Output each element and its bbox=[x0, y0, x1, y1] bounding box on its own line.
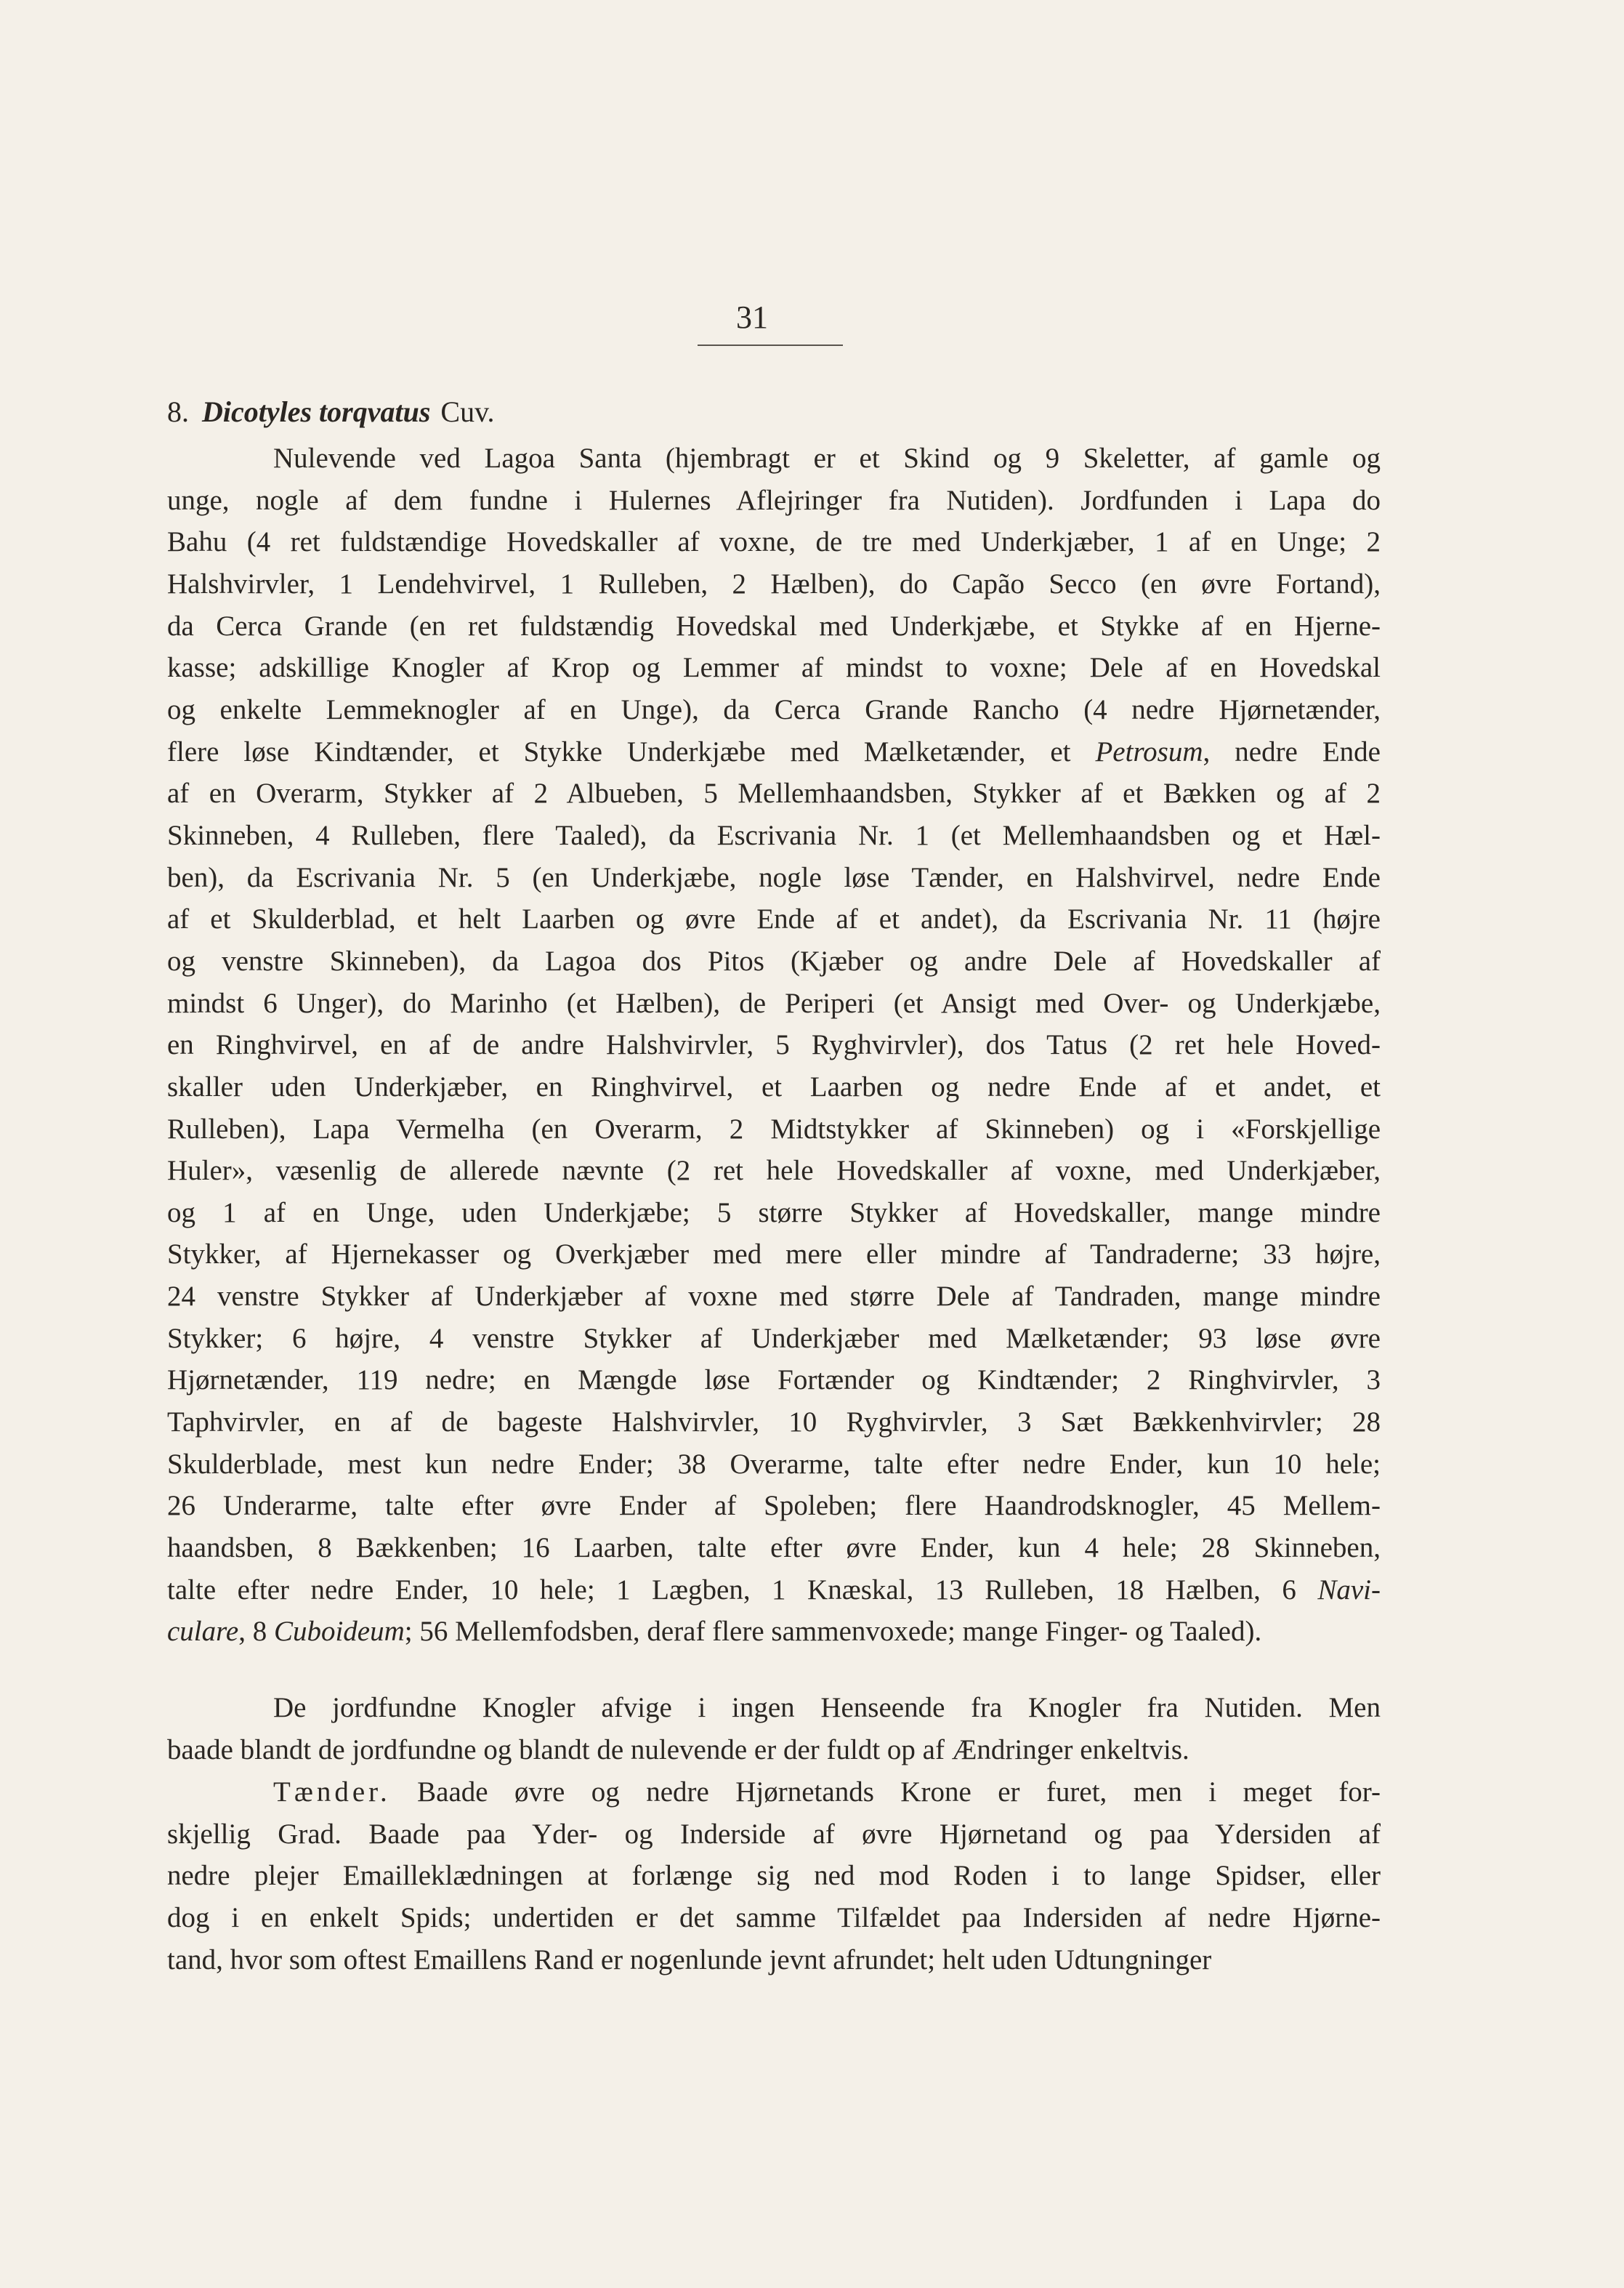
text-run: mindst 6 Unger), do Marinho (et Hælben), de Periperi (et Ansigt med Over- og Underkjæbe, bbox=[167, 987, 1381, 1019]
text-run: Skulderblade, mest kun nedre Ender; 38 Overarme, talte efter nedre Ender, kun 10 hele; bbox=[167, 1448, 1381, 1480]
text-line bbox=[167, 647, 1381, 689]
text-line bbox=[167, 1485, 1381, 1527]
text-line bbox=[167, 1443, 1381, 1486]
section-number: 8. bbox=[167, 395, 189, 428]
text-run: Baade øvre og nedre Hjørnetands Krone er furet, men i meget for- bbox=[390, 1776, 1381, 1808]
text-run: Nulevende ved Lagoa Santa (hjembragt er et Skind og 9 Skeletter, af gamle og bbox=[273, 443, 1381, 474]
text-run: , nedre Ende bbox=[1203, 736, 1381, 768]
text-line bbox=[167, 1233, 1381, 1276]
paragraph-comparison bbox=[167, 1687, 1381, 1771]
text-run: Stykker; 6 højre, 4 venstre Stykker af Underkjæber med Mælketænder; 93 løse øvre bbox=[167, 1322, 1381, 1354]
text-run: tand, hvor som oftest Emaillens Rand er nogenlunde jevnt afrundet; helt uden Udtungninger bbox=[167, 1943, 1212, 1975]
text-line bbox=[167, 731, 1381, 773]
italic-term: Petrosum bbox=[1095, 736, 1203, 768]
text-run: skjellig Grad. Baade paa Yder- og Inderside af øvre Hjørnetand og paa Ydersiden af bbox=[167, 1818, 1381, 1850]
text-run: Skinneben, 4 Rulleben, flere Taaled), da Escrivania Nr. 1 (et Mellemhaandsben og et Hæl- bbox=[167, 819, 1381, 851]
italic-term: culare bbox=[167, 1616, 239, 1648]
text-run: da Cerca Grande (en ret fuldstændig Hovedskal med Underkjæbe, et Stykke af en Hjerne- bbox=[167, 610, 1381, 642]
text-run: Stykker, af Hjernekasser og Overkjæber med mere eller mindre af Tandraderne; 33 højre, bbox=[167, 1238, 1381, 1270]
text-line bbox=[167, 1024, 1381, 1066]
text-line bbox=[167, 1108, 1381, 1151]
text-line bbox=[167, 815, 1381, 857]
text-line bbox=[167, 1729, 1381, 1771]
text-run: af et Skulderblad, et helt Laarben og øvre Ende af et andet), da Escrivania Nr. 11 (højre bbox=[167, 903, 1381, 935]
text-line bbox=[167, 1066, 1381, 1108]
text-run: flere løse Kindtænder, et Stykke Underkjæbe med Mælketænder, et bbox=[167, 736, 1096, 768]
text-run: Hjørnetænder, 119 nedre; en Mængde løse Fortænder og Kindtænder; 2 Ringhvirvler, 3 bbox=[167, 1364, 1381, 1396]
text-run: Huler», væsenlig de allerede nævnte (2 ret hele Hovedskaller af voxne, med Underkjæber, bbox=[167, 1155, 1381, 1187]
text-line bbox=[167, 605, 1381, 648]
text-run: skaller uden Underkjæber, en Ringhvirvel, et Laarben og nedre Ende af et andet, et bbox=[167, 1071, 1381, 1103]
text-line bbox=[167, 983, 1381, 1025]
text-run: De jordfundne Knogler afvige i ingen Henseende fra Knogler fra Nutiden. Men bbox=[273, 1692, 1381, 1723]
text-line bbox=[167, 1192, 1381, 1234]
spaced-subheading: Tænder. bbox=[273, 1776, 391, 1808]
text-run: af en Overarm, Stykker af 2 Albueben, 5 Mellemhaandsben, Stykker af et Bækken og af 2 bbox=[167, 778, 1381, 810]
text-line bbox=[167, 940, 1381, 983]
text-run: , 8 bbox=[238, 1616, 274, 1648]
text-run: Halshvirvler, 1 Lendehvirvel, 1 Rulleben, 2 Hælben), do Capão Secco (en øvre Fortand), bbox=[167, 568, 1381, 600]
text-line bbox=[167, 857, 1381, 899]
text-run: unge, nogle af dem fundne i Hulernes Aflejringer fra Nutiden). Jordfunden i Lapa do bbox=[167, 484, 1381, 516]
text-line bbox=[167, 1855, 1381, 1897]
text-line bbox=[167, 1569, 1381, 1611]
text-line bbox=[167, 1771, 1381, 1813]
paragraph-specimens bbox=[167, 438, 1381, 1653]
text-line bbox=[167, 521, 1381, 563]
text-run: en Ringhvirvel, en af de andre Halshvirvler, 5 Ryghvirvler), dos Tatus (2 ret hele Hoved- bbox=[167, 1029, 1381, 1061]
text-run: Taphvirvler, en af de bageste Halshvirvler, 10 Ryghvirvler, 3 Sæt Bækkenhvirvler; 28 bbox=[167, 1406, 1381, 1438]
text-run: Bahu (4 ret fuldstændige Hovedskaller af voxne, de tre med Underkjæber, 1 af en Unge; 2 bbox=[167, 526, 1381, 558]
section-heading bbox=[167, 394, 495, 430]
text-run: haandsben, 8 Bækkenben; 16 Laarben, talte efter øvre Ender, kun 4 hele; 28 Skinneben, bbox=[167, 1532, 1381, 1564]
text-line bbox=[167, 438, 1381, 480]
paragraph-teeth bbox=[167, 1771, 1381, 1981]
text-line bbox=[167, 1401, 1381, 1443]
italic-term: Navi- bbox=[1317, 1574, 1381, 1606]
species-author: Cuv. bbox=[440, 395, 495, 428]
page-number: 31 bbox=[736, 299, 768, 335]
text-run: og venstre Skinneben), da Lagoa dos Pitos (Kjæber og andre Dele af Hovedskaller af bbox=[167, 945, 1381, 977]
text-line bbox=[167, 898, 1381, 940]
text-run: dog i en enkelt Spids; undertiden er det samme Tilfældet paa Indersiden af nedre Hjørne- bbox=[167, 1901, 1381, 1933]
text-run: og 1 af en Unge, uden Underkjæbe; 5 større Stykker af Hovedskaller, mange mindre bbox=[167, 1196, 1381, 1228]
text-line bbox=[167, 1813, 1381, 1856]
header-rule bbox=[698, 345, 843, 346]
text-run: baade blandt de jordfundne og blandt de nulevende er der fuldt op af Ændringer enkeltvis. bbox=[167, 1733, 1189, 1765]
text-line bbox=[167, 1150, 1381, 1192]
text-line bbox=[167, 773, 1381, 815]
text-run: Rulleben), Lapa Vermelha (en Overarm, 2 Midtstykker af Skinneben) og i «Forskjellige bbox=[167, 1113, 1381, 1145]
text-line bbox=[167, 563, 1381, 605]
text-run: ; 56 Mellemfodsben, deraf flere sammenvoxede; mange Finger- og Taaled). bbox=[404, 1616, 1262, 1648]
text-line bbox=[167, 480, 1381, 522]
text-line bbox=[167, 1276, 1381, 1318]
text-run: nedre plejer Emailleklædningen at forlænge sig ned mod Roden i to lange Spidser, eller bbox=[167, 1860, 1381, 1892]
text-line bbox=[167, 1939, 1381, 1981]
text-line bbox=[167, 1897, 1381, 1939]
text-run: talte efter nedre Ender, 10 hele; 1 Lægben, 1 Knæskal, 13 Rulleben, 18 Hælben, 6 bbox=[167, 1574, 1318, 1606]
text-line bbox=[167, 1527, 1381, 1569]
text-run: ben), da Escrivania Nr. 5 (en Underkjæbe, nogle løse Tænder, en Halshvirvel, nedre Ende bbox=[167, 861, 1381, 893]
italic-term: Cuboideum bbox=[273, 1616, 405, 1648]
text-run: og enkelte Lemmeknogler af en Unge), da Cerca Grande Rancho (4 nedre Hjørnetænder, bbox=[167, 693, 1381, 725]
text-run: 26 Underarme, talte efter øvre Ender af Spoleben; flere Haandrodsknogler, 45 Mellem- bbox=[167, 1490, 1381, 1522]
text-line bbox=[167, 1687, 1381, 1729]
text-line bbox=[167, 1611, 1381, 1653]
text-line bbox=[167, 689, 1381, 731]
species-name: Dicotyles torqvatus bbox=[202, 395, 431, 428]
text-run: 24 venstre Stykker af Underkjæber af voxne med større Dele af Tandraden, mange mindre bbox=[167, 1281, 1381, 1313]
text-run: kasse; adskillige Knogler af Krop og Lemmer af mindst to voxne; Dele af en Hovedskal bbox=[167, 652, 1381, 684]
text-line bbox=[167, 1359, 1381, 1401]
text-line bbox=[167, 1318, 1381, 1360]
